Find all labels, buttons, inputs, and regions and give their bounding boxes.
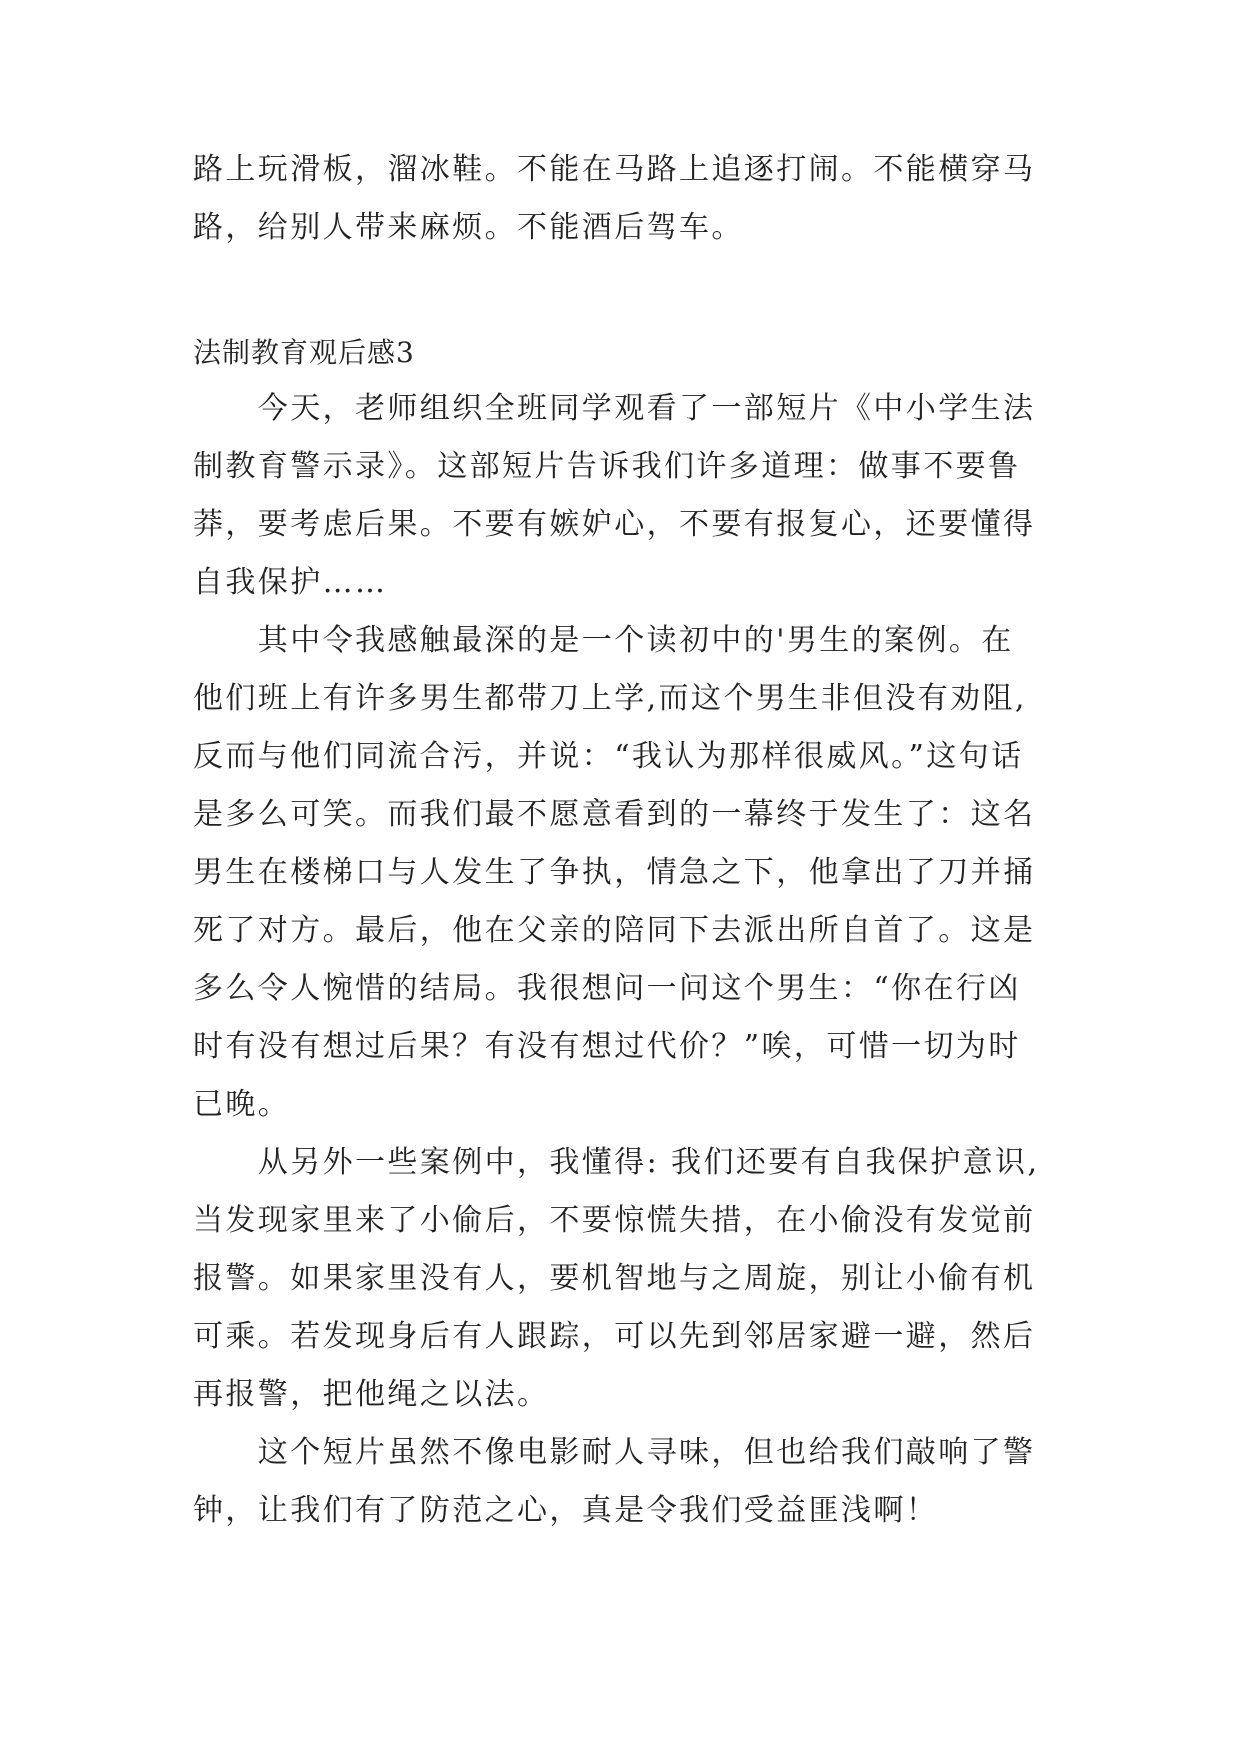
intro-line-2: 路，给别人带来麻烦。不能酒后驾车。 [193,210,744,245]
body-line-17: 可乘。若发现身后有人跟踪，可以先到邻居家避一避，然后 [193,1319,1036,1354]
body-line-5: 其中令我感触最深的是一个读初中的'男生的案例。在 [193,623,1014,658]
body-line-14: 从另外一些案例中，我懂得: 我们还要有自我保护意识, [193,1145,1040,1180]
body-line-9: 男生在楼梯口与人发生了争执，情急之下，他拿出了刀并捅 [193,855,1036,890]
section-title: 法制教育观后感3 [193,336,415,369]
body-line-6: 他们班上有许多男生都带刀上学,而这个男生非但没有劝阻, [193,681,1027,716]
body-line-11: 多么令人惋惜的结局。我很想问一问这个男生：“你在行凶 [193,971,1021,1006]
body-line-16: 报警。如果家里没有人，要机智地与之周旋，别让小偷有机 [193,1261,1036,1296]
body-line-10: 死了对方。最后，他在父亲的陪同下去派出所自首了。这是 [193,913,1036,948]
body-line-3: 莽，要考虑后果。不要有嫉妒心，不要有报复心，还要懂得 [193,507,1036,542]
body-line-18: 再报警，把他绳之以法。 [193,1377,550,1412]
body-line-2: 制教育警示录》。这部短片告诉我们许多道理：做事不要鲁 [193,449,1021,484]
body-line-15: 当发现家里来了小偷后，不要惊慌失措，在小偷没有发觉前 [193,1203,1036,1238]
body-line-20: 钟，让我们有了防范之心，真是令我们受益匪浅啊！ [193,1493,939,1528]
intro-line-1: 路上玩滑板，溜冰鞋。不能在马路上追逐打闹。不能横穿马 [193,152,1036,187]
body-line-8: 是多么可笑。而我们最不愿意看到的一幕终于发生了：这名 [193,797,1036,832]
body-line-4: 自我保护…… [193,565,388,600]
body-line-13: 已晚。 [193,1087,291,1122]
body-line-19: 这个短片虽然不像电影耐人寻味，但也给我们敲响了警 [193,1435,1036,1470]
body-line-1: 今天，老师组织全班同学观看了一部短片《中小学生法 [193,391,1036,426]
body-line-7: 反而与他们同流合污，并说：“我认为那样很威风。”这句话 [193,739,1024,774]
body-line-12: 时有没有想过后果？有没有想过代价？”唉，可惜一切为时 [193,1029,1021,1064]
